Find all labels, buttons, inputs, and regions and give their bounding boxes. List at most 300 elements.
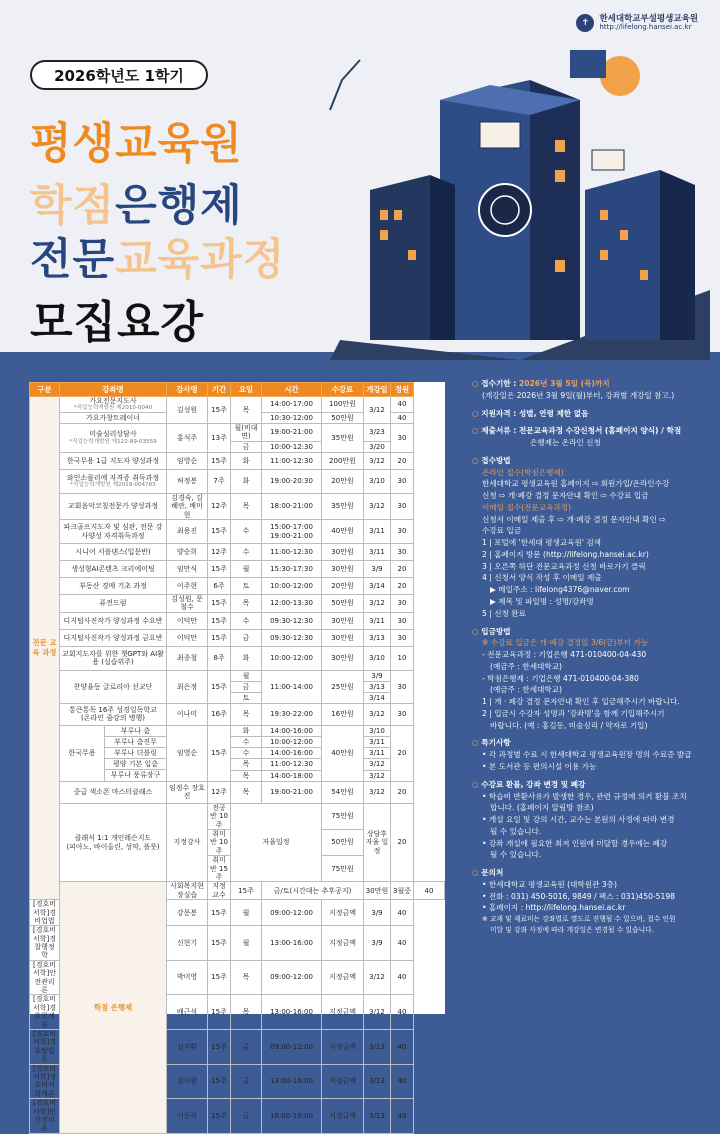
fee: 25만원 [322,670,364,703]
table-row [30,670,445,681]
capacity: 10 [391,646,414,670]
time: 09:30-12:30 [262,629,322,646]
instructor: 이운하 [167,1099,208,1134]
capacity: 20 [391,803,414,882]
title-bank: 은행제 [115,181,243,231]
start-date: 3/12 [364,452,391,469]
day: 금 [231,629,262,646]
instructor: 지정교수 [208,882,231,900]
capacity: 30 [391,544,414,561]
period: 15주 [208,670,231,703]
day: 금/토(시간대는 추후공지) [262,882,364,900]
fee: 200만원 [322,452,364,469]
title-course: 교육과정 [115,235,286,285]
title-specialized: 전문 [30,235,116,285]
day: 수 [231,737,262,748]
day: 목 [231,703,262,725]
day: 화 [231,469,262,493]
day: 자율일정 [231,803,322,882]
header-period: 기간 [208,383,231,397]
day: 금 [231,1064,262,1099]
time: 09:00-12:00 [262,1029,322,1064]
table-row [30,629,445,646]
start-date: 3/12 [364,960,391,995]
period: 12주 [208,781,231,803]
table-row [30,578,445,595]
header-fee: 수강료 [322,383,364,397]
semester-badge: 2026학년도 1학기 [30,60,208,90]
fee: 54만원 [322,781,364,803]
section-notes: ○ 특기사항 • 각 과정별 수료 시 한세대학교 평생교육원장 명의 수료증 발급 • 본 도서관 등 편의시설 이용 가능 [472,737,712,772]
capacity: 20 [391,578,414,595]
title-line-1: 평생교육원 [30,119,243,169]
course-name: 중급 색소폰 마스터클래스 [60,781,167,803]
section-deadline [472,378,712,402]
period: 15주 [208,1099,231,1134]
start-date: 3/11 [364,544,391,561]
course-name: 가요전문지도사 *직업능력개발원 제2010-0040 [60,397,167,413]
phone: • 전화 : 031) 450-5016, 9849 / 팩스 : 031)450-5198 [482,891,675,901]
time: 11:00-12:30 [262,759,322,770]
day: 목 [231,995,262,1030]
fee: 35만원 [322,493,364,519]
start-date: 3/12 [364,995,391,1030]
capacity: 30 [391,629,414,646]
header-start: 개강일 [364,383,391,397]
time: 19:00-21:00 [262,424,322,442]
table-row [30,646,445,670]
period: 12주 [208,493,231,519]
fee: 50만원 [322,413,364,424]
instructor: 설지환 [167,1029,208,1064]
table-row [30,544,445,561]
homepage-link[interactable]: • 홈페이지 : http://lifelong.hansei.ac.kr [482,903,626,913]
fee: 20만원 [322,578,364,595]
fee: 지정금액 [322,1064,364,1099]
time: 16:00-19:00 [262,1099,322,1134]
period: 15주 [208,960,231,995]
course-name: 디지털사진작가 양성과정 수요반 [60,612,167,629]
period: 15주 [208,900,231,926]
period: 15주 [208,612,231,629]
start-date: 3/9 [364,900,391,926]
building-illustration [330,40,710,360]
course-name: 와인소믈리에 자격증 취득과정 *직업능력개발원 제2019-004783 [60,469,167,493]
start-date: 3/13 [364,1029,391,1064]
course-name: 교회음악코칭전문가 양성과정 [60,493,167,519]
day: 목 [231,493,262,519]
capacity: 30 [391,595,414,613]
course-name: 찬양율동 글로리아 선교단 [60,670,167,703]
course-name: 미술심리상담사 *직업능력개발원 제122-89-03559 [60,424,167,453]
course-name: [경호비서학]민간경비론 [30,1099,60,1134]
instructor: 양승희 [167,544,208,561]
table-row [30,561,445,578]
course-name: 시니어 서플댄스(입문반) [60,544,167,561]
start-date: 3/10 [364,725,391,736]
period: 15주 [208,561,231,578]
category-credit-bank: 학점 은행제 [60,882,167,1133]
instructor: 허정봉 [167,469,208,493]
header-course: 강좌명 [60,383,167,397]
period: 12주 [208,544,231,561]
start-date: 3/10 [364,646,391,670]
period: 8주 [208,646,231,670]
period: 13주 [208,424,231,453]
course-note: *직업능력개발원 제122-89-03559 [69,438,157,445]
start-date: 3/13 [364,681,391,692]
time: 10:00-12:30 [262,441,322,452]
instructor: 홍석주 [167,424,208,453]
sub-course: 부루나 더블링 [105,748,166,759]
step[interactable]: 2 | 홈페이지 방문 (http://lifelong.hansei.ac.kr) [482,549,649,559]
day: 화 [231,452,262,469]
instructor: 김성원, 문철수 [167,595,208,613]
email-application: 이메일 접수(전문교육과정) [482,502,572,512]
start-date: 3/12 [364,493,391,519]
instructor: 임영순 [167,725,208,781]
day: 목 [231,397,262,424]
start-date: 3/9 [364,926,391,961]
header-instructor: 강사명 [167,383,208,397]
instructor: 설지환 [167,1064,208,1099]
capacity: 40 [391,1099,414,1134]
instructor: 최종철 [167,646,208,670]
table-row [30,725,445,736]
instructor: 임정수 장호진 [167,781,208,803]
table-row [30,781,445,803]
title-credit: 학점 [30,181,116,231]
capacity: 30 [391,670,414,703]
course-name: 한국무용 [68,749,96,758]
time: 09:00-12:00 [262,960,322,995]
time: 14:00-16:00 [262,748,322,759]
start-date: 3/9 [364,670,391,681]
day: 금 [231,1029,262,1064]
course-name: [경호비서학]경호비서학개론 [30,1064,60,1099]
course-name: 파크골프지도자 및 심판, 전문 강사양성 자격취득과정 [60,520,167,544]
title-line-2 [30,172,243,233]
day: 토 [231,578,262,595]
course-note: *직업능력개발원 제2019-004783 [70,482,156,489]
period: 15주 [208,725,231,781]
instructor: 신현기 [167,926,208,961]
capacity: 30 [391,520,414,544]
start-date: 3/12 [364,759,391,770]
logo-url: http://lifelong.hansei.ac.kr [599,22,692,31]
online-application: 온라인 접수(학점은행제) [482,467,564,477]
fee: 50만원 [322,595,364,613]
time: 12:00-13:30 [262,595,322,613]
period: 취미반 10주 [208,830,231,856]
course-name: [경호비서학]경호학개론 [30,995,60,1030]
course-table [29,382,445,1133]
course-name: 한국무용 1급 지도자 양성과정 [60,452,167,469]
table-row [30,803,445,829]
time: 14:00-16:00 [262,725,322,736]
fee: 30만원 [322,646,364,670]
course-name: [경호비서학]경호방법론 [30,1029,60,1064]
course-name: 퓨전드럼 [60,595,167,613]
section-payment: ○ 입금방법 ※ 수강료 입금은 개·폐강 결정일 3/6(금)부터 가능 - 전문교육과정 : 기업은행 471-010400-04-430 (예금주 : 한세대학교) - 학점은행제 : 기업은행 471-010400-04-380 (예금주 : 한세대학교) 1 | 개 · 폐강 결정 문자안내 확인 후 입금해주시기 바랍니다. 2 | 입금시 수강자 성명과 '강좌명'을 함께 기입해주시기 바랍니다. (예 : 홍길동, 미술심리 / 약자로 기입) [472,626,712,732]
course-name: 교회지도자를 위한 챗GPT와 AI활용 (실습위주) [60,646,167,670]
fee: 30만원 [322,544,364,561]
capacity: 40 [414,882,445,900]
start-date: 3/23 [364,424,391,442]
course-group [60,725,167,781]
step: 4 | 신청서 양식 작성 후 이메일 제출 [482,573,602,583]
course-name: 통큰통독 16주 성경일독학교 (온라인 줌강의 병행) [60,703,167,725]
hero-section [0,0,720,352]
time: 19:00-21:00 [262,781,322,803]
fee: 40만원 [322,520,364,544]
table-row [30,469,445,493]
start-date: 3/20 [364,441,391,452]
period: 취미반 15주 [208,856,231,882]
period: 15주 [208,1064,231,1099]
fee: 지정금액 [322,1099,364,1134]
logo-name: 한세대학교부설평생교육원 [599,13,698,24]
capacity: 20 [391,452,414,469]
instructor: 강문봉 [167,900,208,926]
start-date: 3/12 [364,397,391,424]
start-date: 3월중 [391,882,414,900]
table-row [30,520,445,544]
day: 수 [231,520,262,544]
day: 수 [231,612,262,629]
course-name: 생성형AI콘텐츠 크리에이팅 [60,561,167,578]
instructor: 이덕만 [167,629,208,646]
fee: 30만원 [322,612,364,629]
sub-course: 평양 기본 입춤 [105,759,166,770]
fee: 50만원 [322,830,364,856]
step: 5 | 신청 완료 [482,608,526,618]
start-date: 3/14 [364,692,391,703]
fee: 35만원 [322,424,364,453]
period: 15주 [208,452,231,469]
capacity: 40 [391,960,414,995]
time: 09:30-12:30 [262,612,322,629]
time: 13:00-16:00 [262,995,322,1030]
day: 금 [231,681,262,692]
day: 화 [231,646,262,670]
sub-course: 부루나 풍류장구 [110,770,161,779]
day: 금 [231,1099,262,1134]
time: 14:00-17:00 [262,397,322,413]
table-row [30,397,445,413]
time: 15:00-17:00 19:00-21:00 [262,520,322,544]
email-address[interactable]: ▶ 메일주소 : lifelong4376@naver.com [490,585,630,595]
fee: 75만원 [322,856,364,882]
start-date: 상담후 자율 일정 [364,803,391,882]
table-row [30,595,445,613]
capacity: 40 [391,397,414,413]
instructor: 박미영 [167,960,208,995]
day: 목 [231,781,262,803]
capacity: 40 [391,900,414,926]
fee: 16만원 [322,703,364,725]
day: 목 [231,770,262,781]
fee: 30만원 [322,629,364,646]
day: 월(비대면) [231,424,262,442]
instructor: 이주현 [167,578,208,595]
start-date: 3/13 [364,629,391,646]
period: 전공반 10주 [208,803,231,829]
fee: 75만원 [322,803,364,829]
info-column [472,378,712,1018]
start-date: 3/14 [364,578,391,595]
sub-course: 부루나 춤 [105,726,166,737]
logo[interactable] [576,14,698,32]
capacity: 30 [391,469,414,493]
course-name: [경호비서학]경비업법 [30,900,60,926]
instructor: 김성원 [167,397,208,424]
university-seal-icon: ✝ [576,14,594,32]
start-date: 3/11 [364,520,391,544]
instructor: 최은정 [167,670,208,703]
instructor: 김경숙, 김혜란, 배미현 [167,493,208,519]
period: 15주 [208,397,231,424]
section-documents: ○ 제출서류 : 전문교육과정 수강신청서 (홈페이지 양식) / 학점 은행제는 온라인 신청 [472,425,712,449]
capacity: 30 [391,493,414,519]
instructor: 배근석 [167,995,208,1030]
deadline-value: 2026년 3월 5일 (목)까지 [518,379,610,388]
table-row [30,452,445,469]
instructor: 최용진 [167,520,208,544]
step: 3 | 오른쪽 하단 전문교육과정 신청 바로가기 클릭 [482,561,646,571]
table-row [30,493,445,519]
period: 7주 [208,469,231,493]
time: 19:30-22:00 [262,703,322,725]
course-note: *직업능력개발원 제2010-0040 [73,405,153,412]
fee: 지정금액 [322,900,364,926]
day: 화 [231,725,262,736]
table-row [30,882,445,900]
start-date: 3/11 [364,748,391,759]
instructor: 임영순 [167,452,208,469]
instructor: 이덕만 [167,612,208,629]
time: 18:00-21:00 [262,493,322,519]
period: 15주 [208,1029,231,1064]
time: 14:00-18:00 [262,770,322,781]
title-line-3 [30,226,285,287]
time: 19:00-20:30 [262,469,322,493]
day: 목 [231,759,262,770]
header-capacity: 정원 [391,383,414,397]
header-time: 시간 [262,383,322,397]
time: 11:00-12:30 [262,452,322,469]
capacity: 40 [391,1064,414,1099]
time: 10:00-12:00 [262,737,322,748]
time: 13:00-16:00 [262,1064,322,1099]
section-refund: ○ 수강료 환불, 강좌 변경 및 폐강 • 학습비 반환사유가 발생한 경우, 관련 규정에 의거 환불 조치 합니다. (홈페이지 알림방 참조) • 개설 요일 및 강의 시간, 교수는 본원의 사정에 따라 변경 될 수 있습니다. • 강좌 개설에 필요한 최저 인원에 미달할 경우에는 폐강 될 수 있습니다. [472,779,712,861]
fee: 지정금액 [322,926,364,961]
start-date: 3/13 [364,1099,391,1134]
section-application: ○ 접수방법 온라인 접수(학점은행제) 한세대학교 평생교육원 홈페이지 ⇨ 회원가입/온라인수강 신청 ⇨ 개·폐강 결정 문자안내 확인 ⇨ 수강료 입금 이메일 접수(전문교육과정) 신청서 이메일 제출 후 ⇨ 개·폐강 결정 문자안내 확인 ⇨ 수강료 입금 1 | 포털에 '한세대 평생교육원' 검색 2 | 홈페이지 방문 (http://lifelong.hansei.ac.kr) 3 | 오른쪽 하단 전문교육과정 신청 바로가기 클릭 4 | 신청서 양식 작성 후 이메일 제출 ▶ 메일주소 : lifelong4376@naver.com ▶ 제목 및 파일명 : 성명/강좌명 5 | 신청 완료 [472,455,712,620]
header-category: 구분 [30,383,60,397]
capacity: 30 [391,424,414,453]
step: 1 | 포털에 '한세대 평생교육원' 검색 [482,538,601,548]
section-contact: ○ 문의처 • 한세대학교 평생교육원 (대학원관 3층) • 전화 : 031) 450-5016, 9849 / 팩스 : 031)450-5198 • 홈페이지 : http://lifelong.hansei.ac.kr ※ 교재 및 재료비는 강좌별로 별도로 진행될 수 있으며, 접수 인원 미달 및 강좌 사정에 따라 개강일은 변경될 수 있습니다. [472,867,712,935]
time: 10:30-12:00 [262,413,322,424]
period: 15주 [208,995,231,1030]
capacity: 40 [391,413,414,424]
start-date: 3/9 [364,561,391,578]
start-date: 3/11 [364,737,391,748]
instructor: 임만식 [167,561,208,578]
time: 15:30-17:30 [262,561,322,578]
course-name: 가요가창트레이너 [60,413,167,424]
fee: 20만원 [322,469,364,493]
day: 토 [231,692,262,703]
day: 월 [231,561,262,578]
course-name: [경호비서학]안전관리론 [30,960,60,995]
time: 10:00-12:00 [262,646,322,670]
period: 15주 [208,595,231,613]
period: 15주 [231,882,262,900]
start-date: 3/12 [364,595,391,613]
table-row [30,612,445,629]
sub-course: 부루나 춤진무 [105,737,166,748]
day: 목 [231,960,262,995]
fee: 지정금액 [322,1029,364,1064]
start-date: 3/10 [364,469,391,493]
day: 월 [231,670,262,681]
capacity: 30 [391,612,414,629]
course-name: 부동산 경매 기초 과정 [60,578,167,595]
table-row [30,703,445,725]
time: 13:00-16:00 [262,926,322,961]
time: 10:00-12:00 [262,578,322,595]
course-name: 디지털사진작가 양성과정 금요반 [60,629,167,646]
period: 15주 [208,926,231,961]
day: 월 [231,926,262,961]
course-name: 클래식 1:1 개인레슨지도 (피아노, 바이올린, 성악, 플룻) [60,803,167,882]
title-line-4: 모집요강 [30,297,205,348]
capacity: 40 [391,995,414,1030]
day: 수 [231,544,262,561]
course-name: [경호비서학]경찰행정학 [30,926,60,961]
capacity: 30 [391,703,414,725]
start-date: 3/12 [364,781,391,803]
capacity: 20 [391,561,414,578]
capacity: 40 [391,1029,414,1064]
day: 목 [231,595,262,613]
fee: 100만원 [322,397,364,413]
start-date: 3/12 [364,703,391,725]
deadline-note: (개강일은 2026년 3월 9일(월)부터, 강좌별 개강일 참고.) [482,390,675,400]
time: 11:00-14:00 [262,670,322,703]
capacity: 20 [391,781,414,803]
period: 15주 [208,520,231,544]
day: 월 [231,900,262,926]
category-professional: 전문 교육 과정 [30,397,60,900]
fee: 지정금액 [322,995,364,1030]
fee: 30만원 [322,561,364,578]
instructor: 지정강사 [167,803,208,882]
time: 09:00-12:00 [262,900,322,926]
start-date: 3/13 [364,1064,391,1099]
period: 15주 [208,629,231,646]
course-name: 사회복지현장실습 [167,882,208,900]
start-date: 3/11 [364,612,391,629]
capacity: 40 [391,926,414,961]
section-eligibility: ○ 지원자격 : 성별, 연령 제한 없음 [472,408,712,420]
period: 6주 [208,578,231,595]
capacity: 20 [391,725,414,781]
instructor: 이나미 [167,703,208,725]
time: 11:00-12:30 [262,544,322,561]
